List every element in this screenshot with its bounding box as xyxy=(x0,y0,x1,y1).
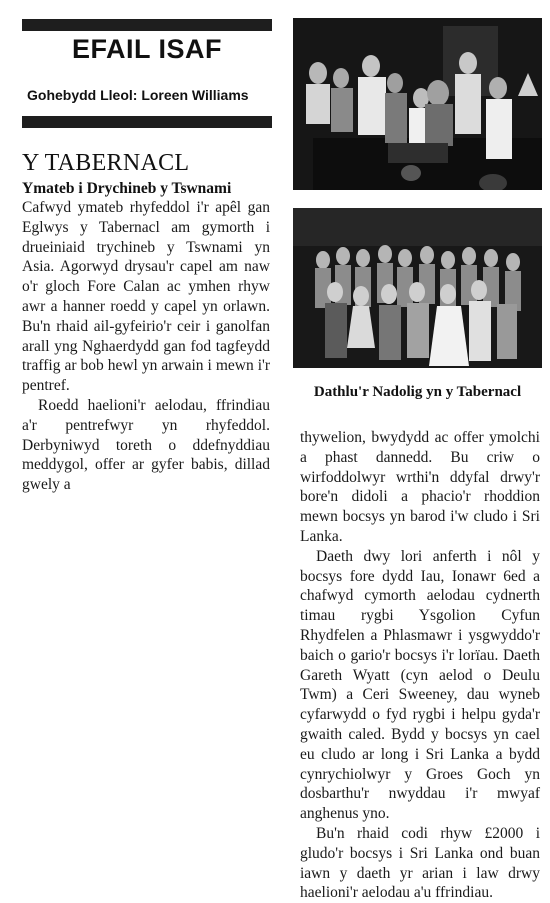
page-title: EFAIL ISAF xyxy=(71,34,223,64)
article-column-left xyxy=(22,198,270,495)
header-rule-top xyxy=(22,19,272,31)
article-column-right xyxy=(300,428,540,903)
section-title: Y TABERNACL xyxy=(22,150,190,176)
group-photo xyxy=(293,208,542,368)
paragraph: Daeth dwy lori anferth i nôl y bocsys fore dydd Iau, Ionawr 6ed a chafwyd cymorth aelodau cydnerth timau rygbi Ysgolion Cyfun Rhydfelen a Phlasmawr i ysgwyddo'r baich o gario'r bocsys i'r lorïau. Daeth Gareth Wyatt (cyn aelod o Deulu Twm) a Ceri Sweeney, dau wyneb cyfarwydd o fyd rygbi i helpu gyda'r gwaith caled. Bydd y bocsys yn cael eu cludo ar long i Sri Lanka a bydd cynrychiolwyr y Groes Goch yn dosbarthu'r nwyddau i'r mwyaf anghenus yno. xyxy=(300,547,540,823)
paragraph: Roedd haelioni'r aelodau, ffrindiau a'r pentrefwyr yn rhyfeddol. Derbyniwyd toreth o ddefnyddiau meddygol, offer ar gyfer babis, dillad gwely a xyxy=(22,396,270,494)
article-subtitle: Ymateb i Drychineb y Tswnami xyxy=(22,180,232,197)
nativity-photo-illustration xyxy=(293,18,542,190)
group-photo-illustration xyxy=(293,208,542,368)
byline: Gohebydd Lleol: Loreen Williams xyxy=(27,87,249,103)
paragraph: thywelion, bwydydd ac offer ymolchi a phast dannedd. Bu criw o wirfoddolwyr wrthi'n ddyfal drwy'r bore'n didoli a phacio'r rhoddion mewn bocsys yn barod i'w cludo i Sri Lanka. xyxy=(300,429,540,545)
paragraph: Cafwyd ymateb rhyfeddol i'r apêl gan Eglwys y Tabernacl am gymorth i drueiniaid trychineb y Tswnami yn Asia. Agorwyd drysau'r capel am naw o'r gloch Fore Calan ac ymhen rhyw awr a hanner roedd y capel yn orlawn. Bu'n rhaid ail-gyfeirio'r ceir i ganolfan arall yng Nghaerdydd gan fod tagfeydd traffig ar bob hewl yn arwain i mewn i'r pentref. xyxy=(22,199,270,395)
nativity-photo xyxy=(293,18,542,190)
header-rule-bottom xyxy=(22,116,272,128)
photo-caption: Dathlu'r Nadolig yn y Tabernacl xyxy=(313,384,522,400)
paragraph: Bu'n rhaid codi rhyw £2000 i gludo'r bocsys i Sri Lanka ond buan iawn y daeth yr arian i law drwy haelioni'r aelodau a'u ffrindiau. xyxy=(300,824,540,902)
